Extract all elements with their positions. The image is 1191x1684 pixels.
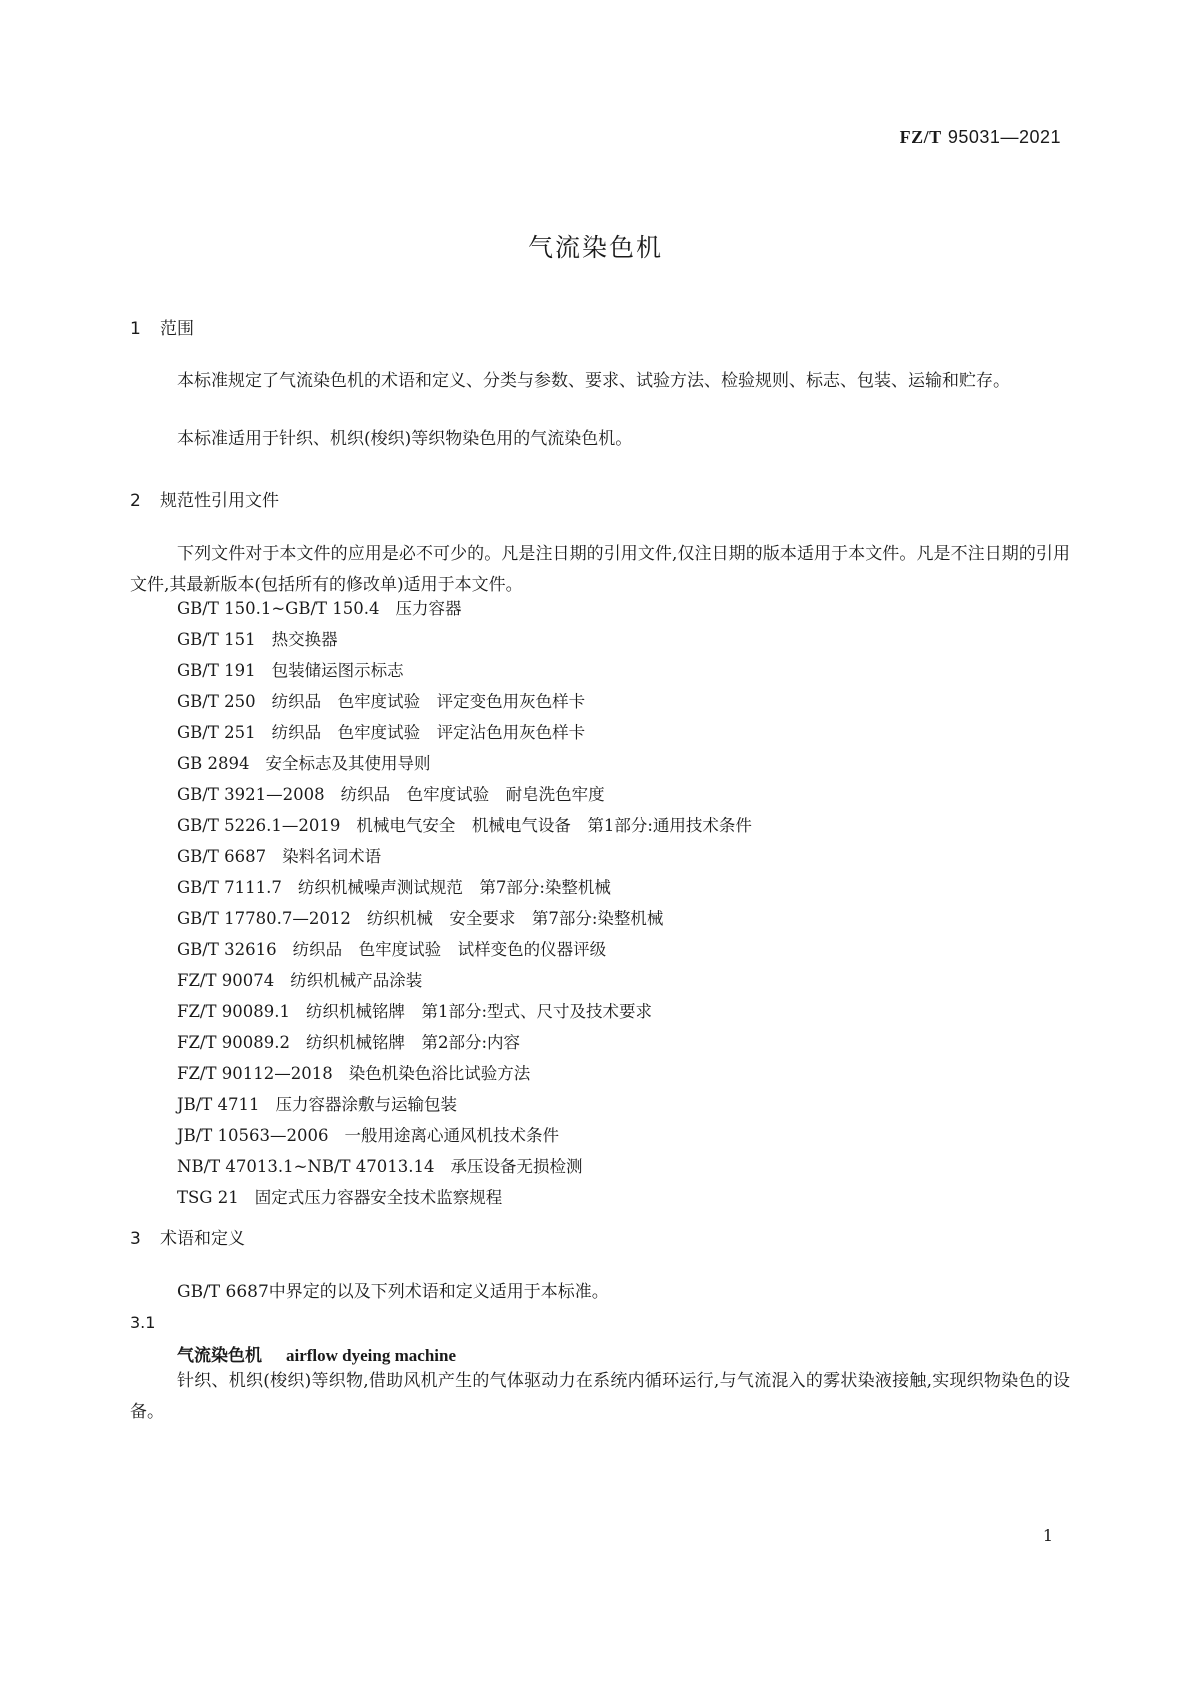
reference-item [177, 1027, 752, 1058]
reference-code: GB 2894 [177, 754, 250, 773]
scope-paragraph-2: 本标准适用于针织、机织(梭织)等织物染色用的气流染色机。 [177, 429, 633, 449]
reference-name: 热交换器 [271, 630, 338, 649]
reference-name: 纺织机械铭牌 第2部分:内容 [305, 1033, 521, 1052]
reference-code: GB/T 32616 [177, 940, 277, 959]
reference-name: 染色机染色浴比试验方法 [348, 1064, 531, 1083]
reference-code: GB/T 6687 [177, 847, 267, 866]
reference-code: FZ/T 90089.2 [177, 1033, 290, 1052]
reference-item [177, 1058, 752, 1089]
reference-code: FZ/T 90112—2018 [177, 1064, 333, 1083]
reference-item [177, 996, 752, 1027]
reference-item [177, 965, 752, 996]
section-heading-terms [130, 1224, 245, 1249]
reference-item [177, 934, 752, 965]
reference-name: 固定式压力容器安全技术监察规程 [254, 1188, 503, 1207]
reference-name: 机械电气安全 机械电气设备 第1部分:通用技术条件 [356, 816, 752, 835]
term-definition: 针织、机织(梭织)等织物,借助风机产生的气体驱动力在系统内循环运行,与气流混入的雾状染液接触,实现织物染色的设备。 [130, 1371, 1070, 1422]
reference-item [177, 686, 752, 717]
reference-name: 纺织品 色牢度试验 试样变色的仪器评级 [292, 940, 607, 959]
reference-item [177, 624, 752, 655]
reference-name: 一般用途离心通风机技术条件 [344, 1126, 560, 1145]
section-number: 2 [130, 491, 141, 511]
reference-item [177, 841, 752, 872]
section-title: 术语和定义 [160, 1229, 245, 1249]
reference-name: 纺织机械 安全要求 第7部分:染整机械 [366, 909, 664, 928]
reference-name: 压力容器 [395, 599, 462, 618]
reference-name: 纺织品 色牢度试验 评定沾色用灰色样卡 [271, 723, 586, 742]
term-heading [177, 1341, 456, 1366]
standard-code [900, 127, 1061, 148]
normative-references-intro: 下列文件对于本文件的应用是必不可少的。凡是注日期的引用文件,仅注日期的版本适用于本文件。凡是不注日期的引用文件,其最新版本(包括所有的修改单)适用于本文件。 [130, 544, 1070, 595]
reference-code: GB/T 3921—2008 [177, 785, 325, 804]
reference-item [177, 1120, 752, 1151]
reference-code: GB/T 5226.1—2019 [177, 816, 341, 835]
reference-code: TSG 21 [177, 1188, 239, 1207]
reference-item [177, 810, 752, 841]
reference-item [177, 717, 752, 748]
reference-item [177, 1151, 752, 1182]
reference-code: GB/T 251 [177, 723, 256, 742]
reference-list [177, 593, 752, 1213]
reference-code: GB/T 250 [177, 692, 256, 711]
clause-number: 3.1 [130, 1313, 156, 1332]
reference-item [177, 748, 752, 779]
section-heading-scope [130, 314, 194, 339]
reference-item [177, 1089, 752, 1120]
section-heading-normative-references [130, 486, 279, 511]
reference-name: 纺织机械产品涂装 [290, 971, 423, 990]
reference-name: 纺织机械铭牌 第1部分:型式、尺寸及技术要求 [305, 1002, 653, 1021]
reference-item [177, 593, 752, 624]
reference-item [177, 655, 752, 686]
reference-name: 包装储运图示标志 [271, 661, 404, 680]
section-title: 范围 [160, 319, 194, 339]
reference-name: 纺织品 色牢度试验 耐皂洗色牢度 [340, 785, 605, 804]
reference-name: 染料名词术语 [282, 847, 382, 866]
reference-code: JB/T 4711 [177, 1095, 260, 1114]
term-chinese: 气流染色机 [177, 1346, 262, 1366]
section-number: 1 [130, 319, 141, 339]
reference-code: GB/T 191 [177, 661, 256, 680]
reference-code: GB/T 151 [177, 630, 256, 649]
terms-intro: GB/T 6687中界定的以及下列术语和定义适用于本标准。 [177, 1282, 609, 1302]
reference-name: 压力容器涂敷与运输包装 [275, 1095, 458, 1114]
reference-item [177, 872, 752, 903]
term-english: airflow dyeing machine [286, 1346, 456, 1365]
reference-code: FZ/T 90089.1 [177, 1002, 290, 1021]
reference-code: GB/T 17780.7—2012 [177, 909, 351, 928]
page-number: 1 [1042, 1526, 1053, 1545]
standard-prefix: FZ/T [899, 127, 942, 147]
reference-name: 承压设备无损检测 [450, 1157, 583, 1176]
reference-item [177, 1182, 752, 1213]
section-title: 规范性引用文件 [160, 491, 279, 511]
scope-paragraph-1: 本标准规定了气流染色机的术语和定义、分类与参数、要求、试验方法、检验规则、标志、包装、运输和贮存。 [177, 371, 1010, 391]
reference-code: FZ/T 90074 [177, 971, 275, 990]
section-number: 3 [130, 1229, 141, 1249]
reference-name: 纺织品 色牢度试验 评定变色用灰色样卡 [271, 692, 586, 711]
reference-name: 安全标志及其使用导则 [265, 754, 431, 773]
reference-item [177, 903, 752, 934]
document-title: 气流染色机 [527, 233, 663, 262]
reference-name: 纺织机械噪声测试规范 第7部分:染整机械 [297, 878, 611, 897]
standard-number: 95031—2021 [947, 127, 1061, 147]
reference-code: GB/T 7111.7 [177, 878, 282, 897]
reference-code: GB/T 150.1~GB/T 150.4 [177, 599, 380, 618]
reference-code: JB/T 10563—2006 [177, 1126, 329, 1145]
reference-code: NB/T 47013.1~NB/T 47013.14 [177, 1157, 435, 1176]
reference-item [177, 779, 752, 810]
